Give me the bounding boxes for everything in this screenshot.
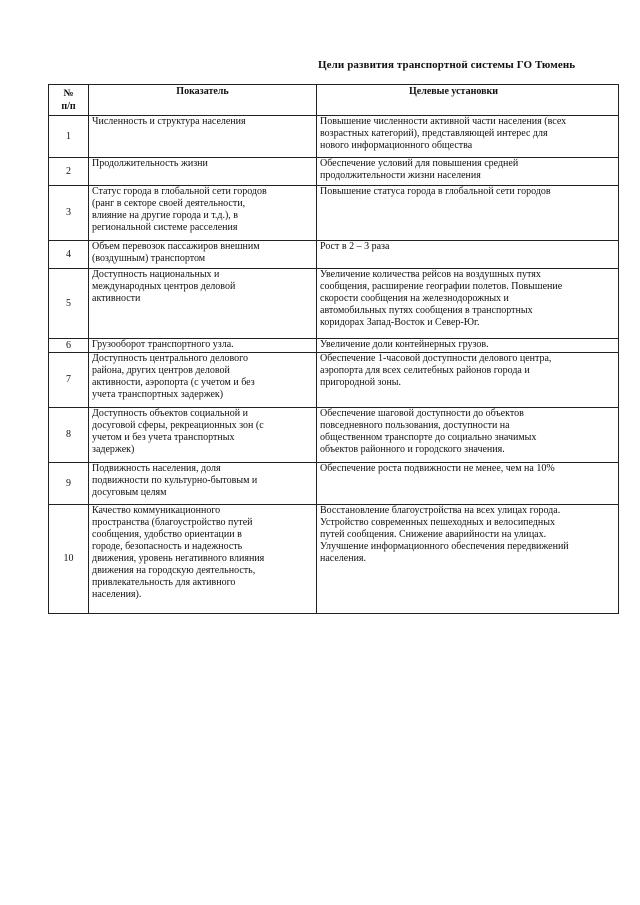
header-num: № п/п (49, 85, 89, 116)
target-cell: Обеспечение 1-часовой доступности делового центра, аэропорта для всех селитебных районов города и пригородной зоны. (317, 353, 619, 408)
table-row (49, 186, 619, 241)
indicator-cell: Продолжительность жизни (89, 158, 317, 186)
document-title: Цели развития транспортной системы ГО Тюмень (318, 59, 576, 71)
row-number: 6 (49, 339, 89, 353)
table-row (49, 353, 619, 408)
row-number: 1 (49, 116, 89, 158)
target-cell: Обеспечение шаговой доступности до объектов повседневного пользования, доступности на общественном транспорте до социально значимых объектов районного и городского значения. (317, 408, 619, 463)
target-cell: Обеспечение условий для повышения средней продолжительности жизни населения (317, 158, 619, 186)
target-cell: Обеспечение роста подвижности не менее, чем на 10% (317, 463, 619, 505)
target-cell: Рост в 2 – 3 раза (317, 241, 619, 269)
indicator-cell: Подвижность населения, доля подвижности по культурно-бытовым и досуговым целям (89, 463, 317, 505)
target-cell: Увеличение количества рейсов на воздушных путях сообщения, расширение географии полетов. Повышение скорости сообщения на железнодорожных и автомобильных путях сообщения в транспортных коридорах Запад-Восток и Север-Юг. (317, 269, 619, 339)
target-cell: Восстановление благоустройства на всех улицах города. Устройство современных пешеходных и велосипедных путей сообщения. Снижение аварийности на улицах. Улучшение информационного обеспечения передвижений населения. (317, 505, 619, 614)
row-number: 7 (49, 353, 89, 408)
table-row (49, 116, 619, 158)
table-header-row (49, 85, 619, 116)
target-cell: Повышение статуса города в глобальной сети городов (317, 186, 619, 241)
table-row (49, 339, 619, 353)
row-number: 2 (49, 158, 89, 186)
row-number: 3 (49, 186, 89, 241)
indicator-cell: Доступность национальных и международных центров деловой активности (89, 269, 317, 339)
goals-table (48, 84, 619, 614)
table-row (49, 241, 619, 269)
indicator-cell: Грузооборот транспортного узла. (89, 339, 317, 353)
table-body (49, 116, 619, 614)
table-row (49, 158, 619, 186)
indicator-cell: Качество коммуникационного пространства (благоустройство путей сообщения, удобство ориентации в городе, безопасность и надежность движения, уровень негативного влияния движения на городскую деятельность, привлекательность для активного населения). (89, 505, 317, 614)
row-number: 5 (49, 269, 89, 339)
row-number: 8 (49, 408, 89, 463)
table-row (49, 269, 619, 339)
indicator-cell: Доступность центрального делового района, других центров деловой активности, аэропорта (с учетом и без учета транспортных задержек) (89, 353, 317, 408)
target-cell: Увеличение доли контейнерных грузов. (317, 339, 619, 353)
header-indicator: Показатель (89, 85, 317, 116)
header-target: Целевые установки (317, 85, 619, 116)
indicator-cell: Доступность объектов социальной и досуговой сферы, рекреационных зон (с учетом и без учета транспортных задержек) (89, 408, 317, 463)
row-number: 10 (49, 505, 89, 614)
indicator-cell: Численность и структура населения (89, 116, 317, 158)
row-number: 4 (49, 241, 89, 269)
row-number: 9 (49, 463, 89, 505)
indicator-cell: Объем перевозок пассажиров внешним (воздушным) транспортом (89, 241, 317, 269)
table-row (49, 505, 619, 614)
target-cell: Повышение численности активной части населения (всех возрастных категорий), представляющей интерес для нового информационного общества (317, 116, 619, 158)
table-row (49, 463, 619, 505)
table-row (49, 408, 619, 463)
indicator-cell: Статус города в глобальной сети городов (ранг в секторе своей деятельности, влияние на другие города и т.д.), в региональной системе расселения (89, 186, 317, 241)
